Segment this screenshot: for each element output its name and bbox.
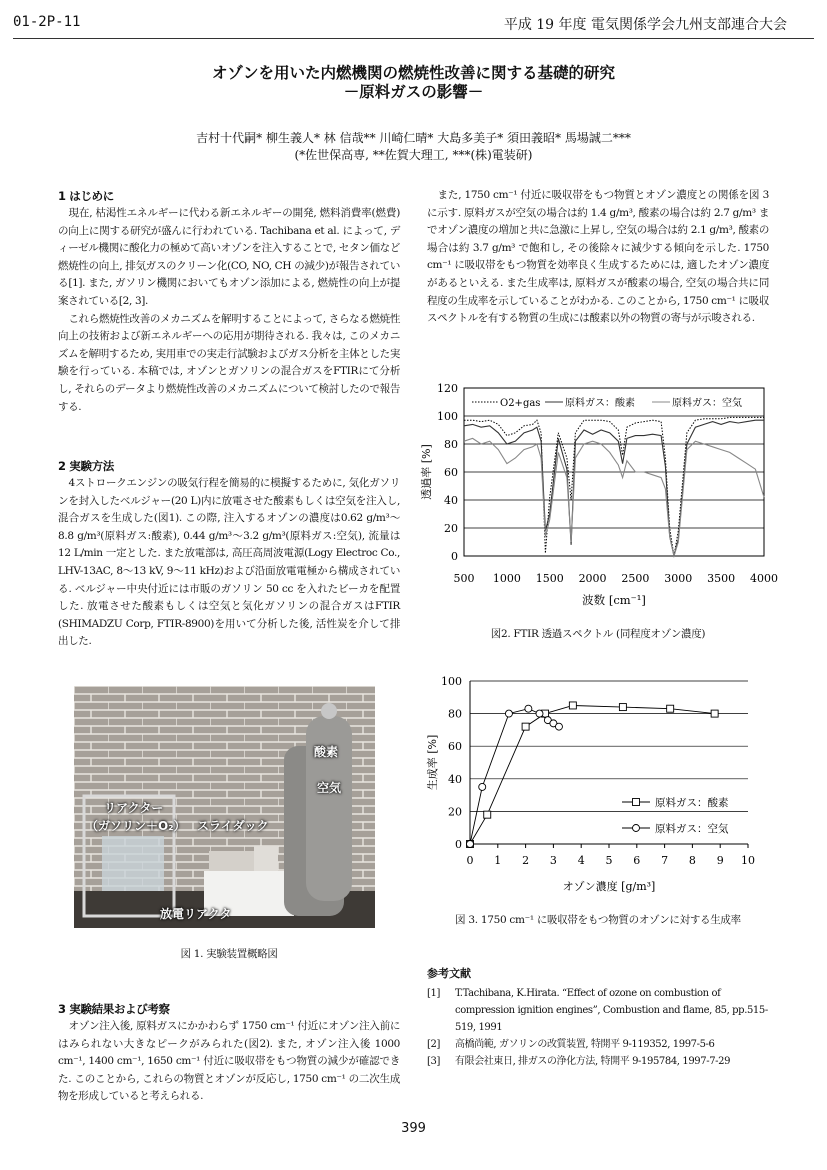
fig3-legend-label: 原料ガス：酸素 [655,797,729,809]
references-title: 参考文献 [427,967,471,980]
reference-text: 高橋尚範, ガソリンの改質装置, 特開平 9-119352, 1997-5-6 [455,1039,715,1050]
fig2-legend-label: 原料ガス：酸素 [565,398,635,409]
left-column-mid [58,457,400,651]
fig3-legend-marker [633,799,640,806]
fig3-x-tick-label: 1 [494,854,502,867]
reference-number: [1] [427,988,440,999]
fig2-x-tick-label: 3500 [707,572,736,585]
fig3-point-circle [467,841,474,848]
fig3-y-tick-label: 0 [455,838,462,851]
fig2-series-line-1 [464,417,764,556]
reference-text: T.Tachibana, K.Hirata. “Effect of ozone on combustion of compression ignition engines”, Combustion and flame, 85, pp.515-519, 1991 [455,988,768,1033]
fig2-x-tick-label: 4000 [750,572,778,585]
fig3-x-tick-label: 6 [633,854,641,867]
fig2-y-tick-label: 60 [444,466,458,479]
fig3-x-axis-label: オゾン濃度 [g/m³] [562,880,656,893]
section2-heading: 2 実験方法 [58,459,114,473]
reference-item [427,1053,769,1070]
title-line2: －原料ガスの影響－ [343,83,484,101]
references [427,965,769,1070]
fig2-legend [472,396,742,409]
fig3-x-tick-label: 2 [522,854,530,867]
figure2-caption: 図2. FTIR 透過スペクトル (同程度オゾン濃度) [490,628,706,640]
reference-number: [2] [427,1039,440,1050]
fig2-y-tick-label: 0 [451,550,458,563]
left-column-bottom [58,1000,400,1106]
fig3-point-square [484,811,491,818]
fig3-x-tick-label: 8 [688,854,696,867]
fig3-y-axis-label: 生成率 [%] [426,734,439,791]
figure1-caption: 図 1. 実験装置概略図 [180,948,278,960]
reference-item [427,1036,769,1053]
fig3-x-tick-label: 10 [741,854,755,867]
fig3-y-tick-label: 60 [448,740,462,754]
fig3-point-square [569,702,576,709]
authors-affiliations: (*佐世保高専, **佐賀大理工, ***(株)電装研) [294,148,533,162]
section2-p1: 4ストロークエンジンの吸気行程を簡易的に模擬するために, 気化ガソリンを封入したベルジャー(20 L)内に放電させた酸素もしくは空気を注入し, 混合ガスを生成した(図1). この際, 注入するオゾンの濃度は0.62 g/m³～8.8 g/m³(原料ガス:酸素), 0.44 g/m³～3.2 g/m³(原料ガス:空気), 流量は 12 L/min 一定とした. また放電部は, 高圧高周波電源(Logy Electroc Co., LHV-13AC, 8～13 kV, 9～11 kHz)および沿面放電電極から構成されている. ベルジャー中央付近には市販のガソリン 50 cc を入れたビーカを配置した. 放電させた酸素もしくは空気と気化ガソリンの混合ガスはFTIR (SHIMADZU Corp, FTIR-8900)を用いて分析した後, 活性炭を介して排出した. [58,477,400,648]
fig2-y-tick-label: 80 [444,438,458,451]
conference-name: 平成 19 年度 電気関係学会九州支部連合大会 [503,17,787,33]
fig2-legend-label: O2+gas [500,398,541,409]
figure2-chart [410,378,790,620]
fig3-point-circle [536,710,543,717]
paper-code: 01-2P-11 [13,14,81,30]
paper-title [0,64,827,102]
label-oxygen: 酸素 [314,745,339,759]
fig3-legend-marker [633,825,640,832]
fig3-y-tick-label: 100 [441,675,462,688]
fig2-x-axis-label: 波数 [cm⁻¹] [582,593,646,607]
fig3-series-line-2 [470,709,559,844]
fig2-x-tick-label: 2500 [621,572,650,585]
fig3-y-tick-label: 40 [448,772,462,786]
fig2-x-tick-label: 2000 [578,572,607,585]
fig2-x-tick-label: 1000 [492,572,521,585]
fig3-x-tick-label: 4 [577,854,585,867]
label-reactor-sub: （ガソリン＋O₂） [86,819,186,833]
fig2-y-tick-label: 100 [437,410,458,423]
fig3-point-circle [479,783,486,790]
label-reactor: リアクター [104,801,164,815]
fig2-x-tick-label: 1500 [535,572,564,585]
fig2-y-tick-label: 40 [444,494,458,507]
fig3-y-tick-label: 80 [448,707,462,721]
section1-heading: 1 はじめに [58,189,114,203]
fig3-x-tick-label: 3 [549,854,557,867]
page-number: 399 [401,1121,426,1136]
reference-item [427,985,769,1036]
label-slidac: スライダック [197,819,269,833]
section1-p2: これら燃焼性改善のメカニズムを解明することによって, さらなる燃焼性向上の技術および新エネルギーへの応用が期待される. 我々は, このメカニズムを解明するため, 実用車での実走行試験およびガス分析を主体とした実験を行っている. 本稿では, オゾンとガソリンの混合ガスをFTIRにて分析し, それらのデータより燃焼性改善のメカニズムについて検討したので報告する. [58,312,400,413]
fig2-gridlines [464,388,764,556]
section1-p1: 現在, 枯渇性エネルギーに代わる新エネルギーの開発, 燃料消費率(燃費)の向上に関する研究が盛んに行われている. Tachibana et al. によって, ディーゼル機関に酸化力の極めて高いオゾンを注入することで, セタン価など燃焼性の向上, 排気ガスのクリーン化(CO, NO, CH の減少)が報告されている[1]. また, ガソリン機関においてもオゾン添加による, 燃焼性の向上が提案されている[2, 3]. [58,207,400,307]
figure1-photo [74,686,375,928]
right-p1: また, 1750 cm⁻¹ 付近に吸収帯をもつ物質とオゾン濃度との関係を図 3 に示す. 原料ガスが空気の場合は約 1.4 g/m³, 酸素の場合は約 2.7 g/m³ までオゾン濃度の増加と共に急激に上昇し, 空気の場合は約 2.1 g/m³, 酸素の場合は約 3.7 g/m³ で飽和し, その後除々に減少する傾向を示した. 1750 cm⁻¹ に吸収帯をもつ物質を効率良く生成するためには, 適したオゾン濃度があるといえる. また生成率は, 原料ガスが酸素の場合, 空気の場合共に同程度の生成率を示していることがわかる. このことから, 1750 cm⁻¹ に吸収スペクトルを有する物質の生成には酸素以外の物質の寄与が示唆される. [427,189,769,325]
fig3-point-circle [555,723,562,730]
section3-heading: 3 実験結果および考察 [58,1002,170,1016]
fig3-legend-label: 原料ガス：空気 [655,823,729,835]
fig2-x-tick-label: 500 [453,572,475,585]
section3-p1: オゾン注入後, 原料ガスにかかわらず 1750 cm⁻¹ 付近にオゾン注入前にはみられない大きなピークがみられた(図2). また, オゾン注入後 1000 cm⁻¹, 1400 cm⁻¹, 1650 cm⁻¹ 付近に吸収帯をもつ物質の減少が確認できた. このことから, これらの物質とオゾンが反応し, 1750 cm⁻¹ の二次生成物を形成していると考えられる. [58,1020,400,1103]
fig3-x-tick-label: 7 [661,854,669,867]
author-block [0,130,827,164]
fig3-point-square [711,710,718,717]
fig2-y-tick-label: 120 [437,382,458,395]
authors-names: 吉村十代嗣* 柳生義人* 林 信哉** 川崎仁晴* 大島多美子* 須田義昭* 馬場誠二*** [196,131,631,145]
reference-number: [3] [427,1056,440,1067]
fig3-point-circle [525,705,532,712]
label-discharge-reactor: 放電リアクタ [160,907,232,921]
fig2-tick-labels [437,382,778,585]
fig2-legend-label: 原料ガス：空気 [672,398,742,409]
header-divider [13,38,814,39]
fig3-x-tick-label: 5 [605,854,613,867]
fig3-point-square [619,704,626,711]
fig2-series-group [464,417,764,556]
right-column-text [427,187,769,328]
label-air: 空気 [317,781,342,795]
fig2-series-line-2 [464,420,764,556]
fig3-point-circle [505,710,512,717]
fig3-y-tick-label: 20 [448,805,462,819]
figure3-chart [410,672,790,902]
figure3-caption: 図 3. 1750 cm⁻¹ に吸収帯をもつ物質のオゾンに対する生成率 [455,914,741,926]
fig3-legend [622,796,729,835]
fig3-x-tick-label: 9 [716,854,724,867]
fig3-x-tick-label: 0 [466,854,474,867]
fig3-point-square [667,705,674,712]
fig2-y-axis-label: 透過率 [%] [420,444,433,500]
fig2-series-line-3 [464,438,764,556]
fig3-point-square [522,723,529,730]
fig2-y-tick-label: 20 [444,522,458,535]
title-line1: オゾンを用いた内燃機関の燃焼性改善に関する基礎的研究 [211,64,615,82]
fig2-x-tick-label: 3000 [664,572,693,585]
left-column-top [58,187,400,416]
reference-text: 有限会社東日, 排ガスの浄化方法, 特開平 9-195784, 1997-7-29 [455,1056,731,1067]
